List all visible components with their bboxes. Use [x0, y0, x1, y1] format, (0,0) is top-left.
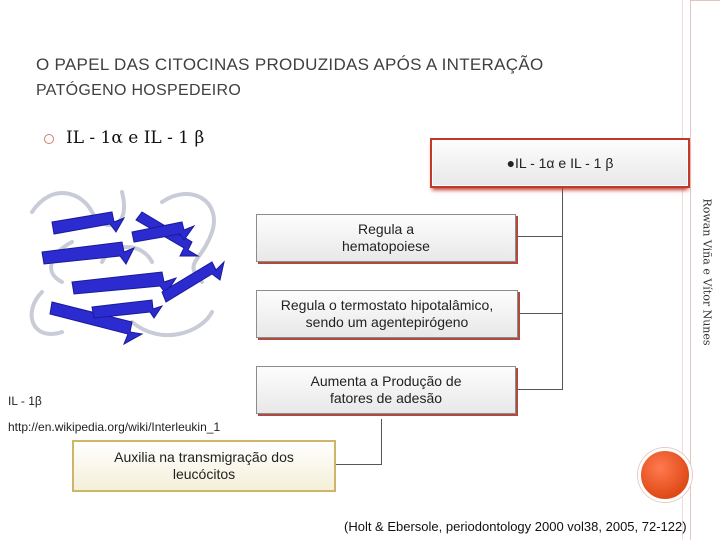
title-line-1: O PAPEL DAS CITOCINAS PRODUZIDAS APÓS A INTERAÇÃO [36, 55, 544, 74]
label-regula-hematopoiese: Regula a hematopoiese [342, 221, 430, 254]
vertical-credit-text: Rowan Viña e Vítor Nunes [700, 198, 714, 346]
box-aumenta-producao [256, 366, 516, 414]
protein-structure-image [12, 172, 238, 354]
slide-title [36, 48, 676, 108]
title-line-2: PATÓGENO HOSPEDEIRO [36, 82, 242, 99]
connector-h-auxilia [335, 464, 382, 465]
decorative-circle-icon [638, 448, 692, 502]
connector-h-hemato [516, 236, 562, 237]
source-url: http://en.wikipedia.org/wiki/Interleukin_1 [8, 420, 221, 434]
label-regula-termostato: Regula o termostato hipotalâmico, sendo um agentepirógeno [280, 297, 494, 330]
label-aumenta-producao: Aumenta a Produção de fatores de adesão [310, 373, 462, 406]
connector-v-auxilia [381, 419, 382, 465]
connector-h-aumenta [516, 389, 562, 390]
root-label: ●IL - 1α e IL - 1 β [506, 154, 614, 171]
box-auxilia-transmigracao [72, 440, 336, 492]
frame-corner [690, 0, 720, 1]
diagram-root-box [430, 138, 690, 188]
image-caption: IL - 1β [8, 394, 42, 408]
vertical-credit [700, 198, 714, 346]
connector-h-termo [518, 313, 562, 314]
frame-line-outer [690, 0, 691, 540]
bullet-item [44, 128, 204, 148]
reference-citation: (Holt & Ebersole, periodontology 2000 vol38, 2005, 72-122) [344, 519, 687, 534]
label-auxilia-transmigracao: Auxilia na transmigração dos leucócitos [114, 449, 294, 482]
box-regula-hematopoiese [256, 214, 516, 262]
connector-vertical [562, 186, 563, 390]
bullet-text: IL - 1α e IL - 1 β [66, 128, 205, 148]
box-regula-termostato [256, 290, 518, 338]
bullet-circle-icon [44, 134, 54, 144]
